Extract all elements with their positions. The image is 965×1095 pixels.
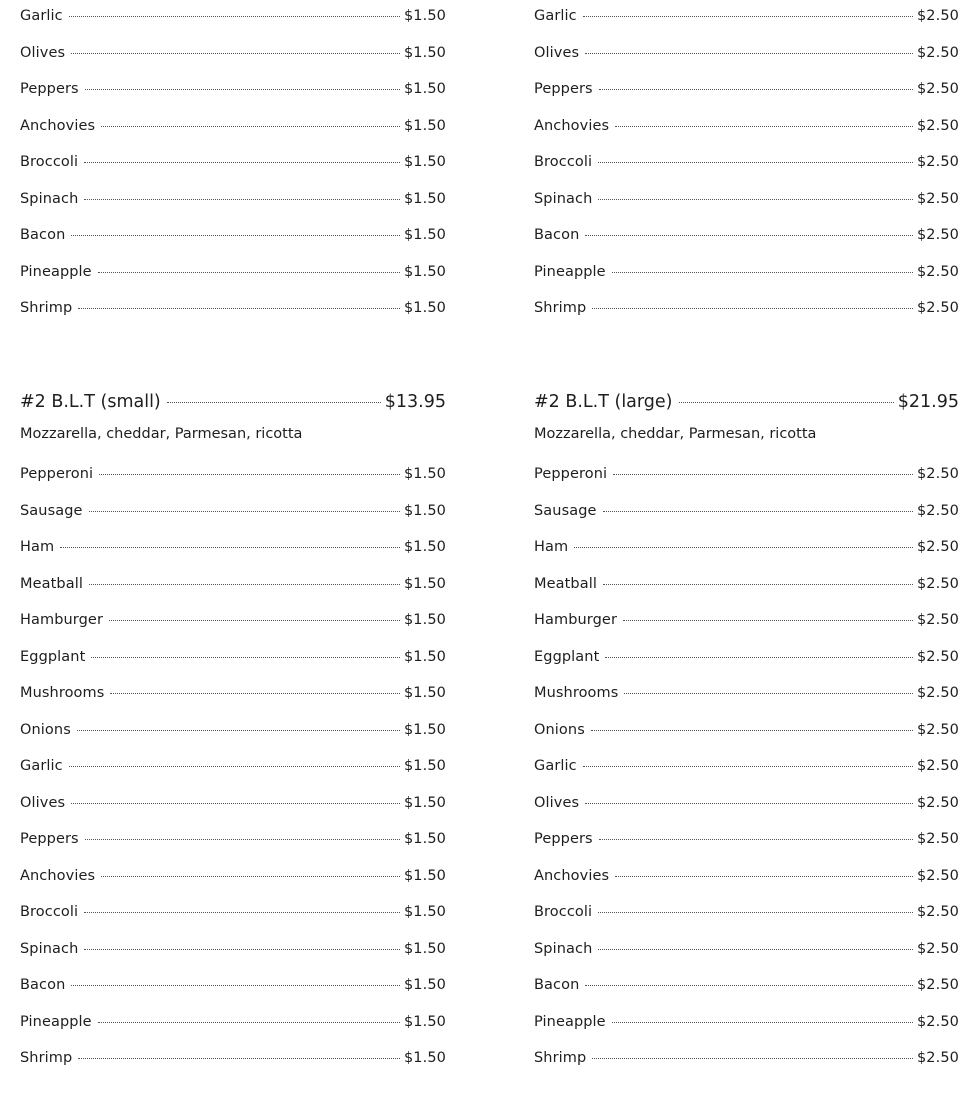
topping-row: [20, 300, 446, 337]
menu-item-title: #2 B.L.T (small): [20, 392, 161, 412]
blt-large-section: [534, 392, 959, 1087]
topping-list: [534, 466, 959, 1087]
topping-name: Pineapple: [20, 263, 92, 280]
topping-name: Meatball: [20, 575, 83, 592]
dot-leader: [78, 308, 400, 309]
topping-price: $2.50: [916, 758, 959, 774]
topping-price: $2.50: [916, 8, 959, 24]
topping-price: $2.50: [916, 1013, 959, 1030]
topping-row: [20, 81, 446, 118]
topping-row: [534, 300, 959, 337]
topping-name: Peppers: [534, 831, 593, 847]
topping-price: $2.50: [916, 612, 959, 628]
topping-price: $2.50: [916, 904, 959, 920]
dot-leader: [599, 839, 913, 840]
dot-leader: [585, 985, 913, 986]
menu-item-description: Mozzarella, cheddar, Parmesan, ricotta: [20, 426, 303, 442]
topping-row: [20, 118, 446, 155]
topping-price: $2.50: [916, 263, 959, 280]
topping-name: Broccoli: [534, 154, 593, 170]
topping-name: Mushrooms: [20, 685, 105, 701]
topping-price: $2.50: [916, 721, 959, 738]
topping-price: $2.50: [916, 575, 959, 592]
topping-list: [20, 466, 446, 1087]
topping-row: [20, 154, 446, 191]
topping-price: $2.50: [916, 648, 959, 665]
topping-row: [534, 612, 959, 649]
topping-name: Eggplant: [534, 648, 600, 665]
topping-row: [20, 868, 446, 905]
dot-leader: [98, 272, 400, 273]
topping-row: [534, 45, 959, 82]
topping-price: $1.50: [403, 685, 446, 701]
dot-leader: [624, 693, 913, 694]
topping-row: [534, 868, 959, 905]
topping-price: $1.50: [403, 575, 446, 592]
dot-leader: [585, 803, 913, 804]
topping-name: Shrimp: [534, 1050, 587, 1066]
topping-price: $1.50: [403, 1013, 446, 1030]
topping-row: [20, 685, 446, 722]
topping-name: Anchovies: [534, 117, 610, 134]
dot-leader: [85, 839, 400, 840]
topping-price: $2.50: [916, 539, 959, 555]
topping-price: $1.50: [403, 721, 446, 738]
topping-price: $2.50: [916, 81, 959, 97]
topping-price: $1.50: [403, 117, 446, 134]
dot-leader: [71, 803, 400, 804]
menu-item-header: [20, 392, 446, 420]
menu-item-header: [534, 392, 959, 420]
topping-row: [20, 45, 446, 82]
dot-leader: [592, 308, 913, 309]
topping-name: Peppers: [534, 81, 593, 97]
topping-price: $1.50: [403, 8, 446, 24]
topping-name: Bacon: [534, 977, 580, 993]
dot-leader: [77, 730, 400, 731]
topping-name: Spinach: [534, 190, 593, 207]
topping-row: [20, 758, 446, 795]
topping-row: [534, 539, 959, 576]
dot-leader: [109, 620, 400, 621]
topping-name: Pineapple: [20, 1013, 92, 1030]
topping-price: $1.50: [403, 190, 446, 207]
dot-leader: [167, 402, 381, 403]
dot-leader: [679, 402, 894, 403]
topping-name: Pepperoni: [534, 466, 608, 482]
topping-name: Anchovies: [20, 867, 96, 884]
topping-price: $2.50: [916, 685, 959, 701]
dot-leader: [585, 53, 913, 54]
topping-row: [534, 8, 959, 45]
topping-row: [20, 1050, 446, 1087]
topping-row: [20, 904, 446, 941]
topping-row: [534, 466, 959, 503]
topping-name: Meatball: [534, 575, 597, 592]
topping-name: Bacon: [534, 227, 580, 243]
dot-leader: [99, 474, 400, 475]
topping-name: Olives: [20, 794, 66, 811]
topping-price: $1.50: [403, 539, 446, 555]
topping-row: [534, 831, 959, 868]
topping-name: Pepperoni: [20, 466, 94, 482]
dot-leader: [591, 730, 913, 731]
top-right-topping-list-section: [534, 0, 959, 337]
topping-price: $1.50: [403, 81, 446, 97]
topping-row: [534, 576, 959, 613]
topping-name: Spinach: [20, 940, 79, 957]
dot-leader: [98, 1022, 400, 1023]
dot-leader: [615, 876, 913, 877]
topping-name: Spinach: [534, 940, 593, 957]
topping-row: [534, 264, 959, 301]
menu-item-description: Mozzarella, cheddar, Parmesan, ricotta: [534, 426, 817, 442]
dot-leader: [89, 584, 400, 585]
topping-price: $2.50: [916, 300, 959, 316]
topping-row: [20, 227, 446, 264]
dot-leader: [598, 199, 913, 200]
topping-price: $2.50: [916, 227, 959, 243]
topping-name: Ham: [534, 539, 569, 555]
topping-name: Sausage: [20, 502, 83, 519]
topping-row: [20, 191, 446, 228]
dot-leader: [612, 272, 913, 273]
top-left-topping-list-section: [20, 0, 446, 337]
dot-leader: [89, 511, 400, 512]
topping-row: [534, 722, 959, 759]
topping-price: $1.50: [403, 758, 446, 774]
topping-row: [20, 649, 446, 686]
topping-price: $1.50: [403, 227, 446, 243]
topping-price: $1.50: [403, 831, 446, 847]
topping-price: $2.50: [916, 940, 959, 957]
topping-list: [20, 8, 446, 337]
topping-row: [20, 8, 446, 45]
topping-row: [20, 503, 446, 540]
dot-leader: [598, 949, 913, 950]
topping-row: [534, 227, 959, 264]
topping-price: $2.50: [916, 831, 959, 847]
dot-leader: [598, 912, 913, 913]
topping-price: $1.50: [403, 1050, 446, 1066]
topping-name: Garlic: [534, 758, 577, 774]
topping-name: Anchovies: [20, 117, 96, 134]
topping-name: Hamburger: [534, 612, 618, 628]
topping-name: Garlic: [20, 8, 63, 24]
topping-row: [20, 1014, 446, 1051]
dot-leader: [101, 876, 400, 877]
dot-leader: [623, 620, 913, 621]
topping-name: Anchovies: [534, 867, 610, 884]
topping-price: $1.50: [403, 794, 446, 811]
blt-small-section: [20, 392, 446, 1087]
topping-price: $1.50: [403, 977, 446, 993]
topping-price: $1.50: [403, 502, 446, 519]
topping-price: $1.50: [403, 300, 446, 316]
topping-price: $1.50: [403, 44, 446, 61]
topping-row: [20, 539, 446, 576]
topping-name: Hamburger: [20, 612, 104, 628]
topping-name: Ham: [20, 539, 55, 555]
topping-price: $1.50: [403, 904, 446, 920]
dot-leader: [84, 162, 400, 163]
dot-leader: [603, 511, 913, 512]
topping-row: [534, 191, 959, 228]
dot-leader: [71, 985, 400, 986]
dot-leader: [603, 584, 913, 585]
topping-price: $2.50: [916, 794, 959, 811]
dot-leader: [84, 199, 400, 200]
dot-leader: [598, 162, 913, 163]
topping-name: Onions: [20, 721, 71, 738]
dot-leader: [85, 89, 400, 90]
topping-row: [20, 466, 446, 503]
topping-price: $1.50: [403, 648, 446, 665]
topping-name: Broccoli: [20, 154, 79, 170]
topping-row: [20, 264, 446, 301]
topping-row: [534, 795, 959, 832]
topping-price: $2.50: [916, 867, 959, 884]
dot-leader: [612, 1022, 913, 1023]
topping-row: [20, 831, 446, 868]
menu-item-price: $13.95: [384, 392, 446, 412]
dot-leader: [583, 766, 913, 767]
topping-name: Mushrooms: [534, 685, 619, 701]
topping-name: Broccoli: [20, 904, 79, 920]
topping-name: Pineapple: [534, 1013, 606, 1030]
dot-leader: [583, 16, 913, 17]
topping-row: [20, 576, 446, 613]
topping-row: [534, 685, 959, 722]
topping-price: $2.50: [916, 1050, 959, 1066]
dot-leader: [91, 657, 400, 658]
topping-name: Olives: [20, 44, 66, 61]
dot-leader: [110, 693, 400, 694]
topping-row: [20, 612, 446, 649]
topping-row: [534, 1014, 959, 1051]
topping-name: Onions: [534, 721, 585, 738]
topping-name: Shrimp: [20, 1050, 73, 1066]
topping-price: $1.50: [403, 263, 446, 280]
topping-price: $2.50: [916, 117, 959, 134]
topping-row: [534, 118, 959, 155]
dot-leader: [605, 657, 913, 658]
topping-row: [534, 81, 959, 118]
topping-name: Peppers: [20, 831, 79, 847]
topping-price: $2.50: [916, 190, 959, 207]
dot-leader: [615, 126, 913, 127]
dot-leader: [84, 949, 400, 950]
dot-leader: [69, 766, 400, 767]
topping-row: [534, 904, 959, 941]
topping-price: $1.50: [403, 940, 446, 957]
topping-price: $2.50: [916, 466, 959, 482]
topping-row: [20, 941, 446, 978]
dot-leader: [574, 547, 913, 548]
topping-name: Eggplant: [20, 648, 86, 665]
topping-row: [534, 941, 959, 978]
dot-leader: [101, 126, 400, 127]
topping-price: $2.50: [916, 977, 959, 993]
topping-name: Bacon: [20, 977, 66, 993]
topping-name: Shrimp: [534, 300, 587, 316]
topping-row: [534, 1050, 959, 1087]
topping-price: $1.50: [403, 154, 446, 170]
topping-name: Bacon: [20, 227, 66, 243]
topping-name: Shrimp: [20, 300, 73, 316]
topping-price: $2.50: [916, 154, 959, 170]
topping-name: Peppers: [20, 81, 79, 97]
topping-row: [534, 154, 959, 191]
dot-leader: [60, 547, 400, 548]
topping-row: [534, 503, 959, 540]
topping-row: [20, 795, 446, 832]
topping-list: [534, 8, 959, 337]
topping-row: [534, 758, 959, 795]
topping-row: [534, 977, 959, 1014]
topping-name: Broccoli: [534, 904, 593, 920]
topping-row: [534, 649, 959, 686]
dot-leader: [78, 1058, 400, 1059]
topping-price: $1.50: [403, 466, 446, 482]
topping-row: [20, 722, 446, 759]
topping-row: [20, 977, 446, 1014]
menu-item-price: $21.95: [897, 392, 959, 412]
dot-leader: [69, 16, 400, 17]
topping-price: $2.50: [916, 44, 959, 61]
dot-leader: [613, 474, 913, 475]
topping-name: Olives: [534, 44, 580, 61]
dot-leader: [71, 53, 400, 54]
topping-name: Pineapple: [534, 263, 606, 280]
dot-leader: [71, 235, 400, 236]
topping-name: Garlic: [534, 8, 577, 24]
topping-name: Sausage: [534, 502, 597, 519]
dot-leader: [599, 89, 913, 90]
dot-leader: [84, 912, 400, 913]
topping-price: $2.50: [916, 502, 959, 519]
topping-name: Spinach: [20, 190, 79, 207]
dot-leader: [592, 1058, 913, 1059]
dot-leader: [585, 235, 913, 236]
menu-item-title: #2 B.L.T (large): [534, 392, 673, 412]
topping-name: Garlic: [20, 758, 63, 774]
topping-price: $1.50: [403, 612, 446, 628]
topping-price: $1.50: [403, 867, 446, 884]
topping-name: Olives: [534, 794, 580, 811]
